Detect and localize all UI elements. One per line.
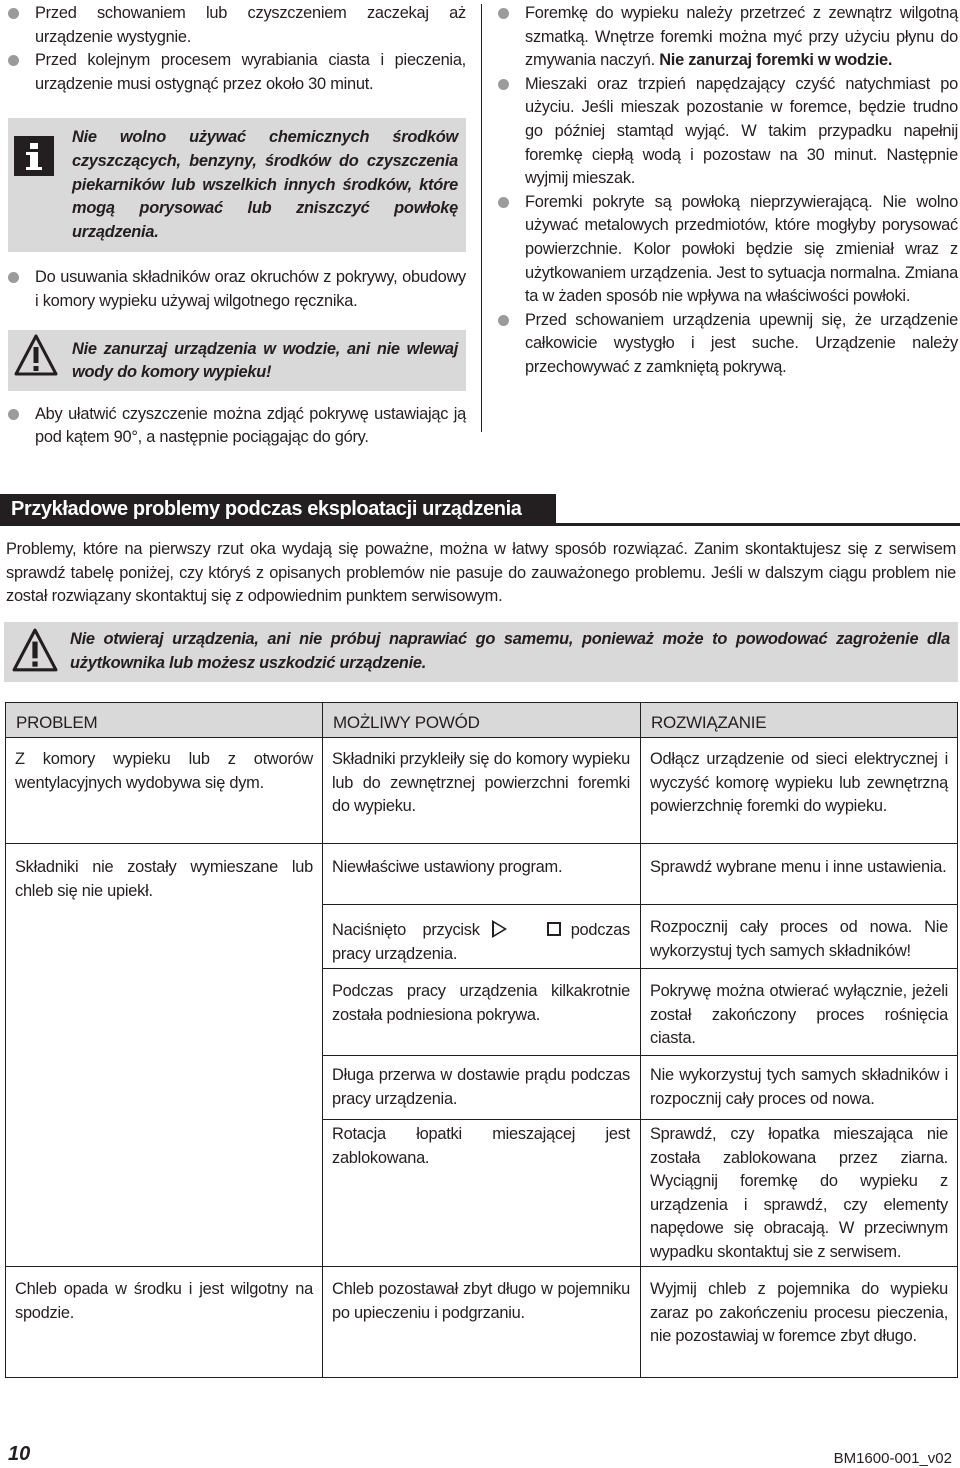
solution-cell: Nie wykorzystuj tych samych składników i rozpocznij cały proces od nowa.: [650, 1066, 948, 1108]
info-notice-text: Nie wolno używać chemicznych środków czyszczących, benzyny, środków do czyszczenia piekarników lub wszelkich innych środków, które mogą porysować lub zniszczyć powłokę urządzenia.: [72, 128, 458, 241]
warning-triangle-icon: [14, 334, 58, 386]
warning-notice: [8, 330, 466, 391]
solution-cell: Sprawdź wybrane menu i inne ustawienia.: [650, 858, 947, 876]
cause-cell: Rotacja łopatki mieszającej jest zablokowana.: [332, 1125, 630, 1167]
problem-cell: Składniki nie zostały wymieszane lub chleb się nie upiekł.: [15, 858, 313, 900]
table-border-right: [957, 702, 958, 1378]
cause-cell: Chleb pozostawał zbyt długo w pojemniku po upieczeniu i podgrzaniu.: [332, 1280, 630, 1322]
bullet-text: Foremkę do wypieku należy przetrzeć z zewnątrz wilgotną szmatką. Wnętrze foremki można myć przy użyciu płynu do zmywania naczyń.: [525, 4, 958, 70]
cause-cell: Składniki przykleiły się do komory wypieku lub do zewnętrznej powierzchni foremki do wypieku.: [332, 750, 630, 816]
bullet-item: Aby ułatwić czyszczenie można zdjąć pokrywę ustawiając ją pod kątem 90°, a następnie pociągając do góry.: [8, 403, 466, 450]
page-number: 10: [8, 1443, 31, 1465]
problem-cell: Chleb opada w środku i jest wilgotny na spodzie.: [15, 1280, 313, 1322]
solution-cell: Sprawdź, czy łopatka mieszająca nie została zablokowana przez ziarna. Wyciągnij foremkę do wypieku z urządzenia i sprawdź, czy elementy napędowe się obracają. W przeciwnym wypadku skontaktuj sie z serwisem.: [650, 1125, 948, 1261]
problem-cell: Z komory wypieku lub z otworów wentylacyjnych wydobywa się dym.: [15, 750, 313, 792]
bullet-item: Przed schowaniem urządzenia upewnij się, że urządzenie całkowicie wystygło i jest suche. Urządzenie należy przechowywać z zamkniętą pokrywą.: [498, 309, 958, 380]
table-header-row: [5, 702, 958, 738]
column-divider: [481, 4, 482, 432]
solution-cell: Odłącz urządzenie od sieci elektrycznej i wyczyść komorę wypieku lub zewnętrzną powierzchnię foremki do wypieku.: [650, 750, 948, 816]
table-border-bottom: [5, 1377, 958, 1378]
bullet-item: Przed schowaniem lub czyszczeniem zaczekaj aż urządzenie wystygnie.: [8, 2, 466, 49]
row-separator: [322, 1055, 958, 1056]
bullet-item: Do usuwania składników oraz okruchów z pokrywy, obudowy i komory wypieku używaj wilgotnego ręcznika.: [8, 266, 466, 313]
bullet-bold-text: Nie zanurzaj foremki w wodzie.: [659, 51, 893, 70]
cause-cell: Niewłaściwe ustawiony program.: [332, 858, 563, 876]
section-header: [0, 494, 960, 526]
service-warning: [4, 622, 958, 682]
section-title: Przykładowe problemy podczas eksploatacji urządzenia: [0, 494, 556, 524]
cause-cell: Podczas pracy urządzenia kilkakrotnie została podniesiona pokrywa.: [332, 982, 630, 1024]
solution-cell: Rozpocznij cały proces od nowa. Nie wykorzystuj tych samych składników!: [650, 918, 948, 960]
left-column: [8, 2, 466, 450]
stop-icon: [547, 922, 561, 936]
row-separator: [322, 1119, 958, 1120]
table-col-divider: [322, 702, 323, 1378]
row-separator: [322, 843, 958, 844]
warning-notice-text: Nie zanurzaj urządzenia w wodzie, ani nie wlewaj wody do komory wypieku!: [72, 339, 458, 382]
header-solution: ROZWIĄZANIE: [651, 713, 767, 732]
info-icon: [14, 136, 54, 184]
warning-triangle-icon: [12, 628, 58, 682]
row-separator: [322, 968, 958, 969]
cause-cell: [332, 919, 630, 966]
play-icon: [492, 920, 507, 938]
bullet-item: [498, 2, 958, 73]
bullet-item: Foremki pokryte są powłoką nieprzywierającą. Nie wolno używać metalowych przedmiotów, które mogłyby porysować powierzchnie. Kolor powłoki będzie się zmieniał wraz z użytkowaniem urządzenia. Jest to sytuacja normalna. Zmiana ta w żaden sposób nie wpływa na właściwości powłoki.: [498, 191, 958, 309]
cause-cell: Długa przerwa w dostawie prądu podczas pracy urządzenia.: [332, 1066, 630, 1108]
solution-cell: Pokrywę można otwierać wyłącznie, jeżeli został zakończony proces rośnięcia ciasta.: [650, 982, 948, 1048]
section-intro: Problemy, które na pierwszy rzut oka wydają się poważne, można w łatwy sposób rozwiązać. Zanim skontaktujesz się z serwisem sprawdź tabelę poniżej, czy któryś z opisanych problemów nie pasuje do zauważonego problemu. Jeśli w dalszym ciągu problem nie został rozwiązany skontaktuj się z odpowiednim punktem serwisowym.: [6, 540, 956, 606]
row-separator: [322, 904, 958, 905]
service-warning-text: Nie otwieraj urządzenia, ani nie próbuj naprawiać go samemu, ponieważ może to powodować zagrożenie dla użytkownika lub możesz uszkodzić urządzenie.: [70, 630, 950, 672]
cause-text: Naciśnięto przycisk: [332, 921, 480, 939]
header-cause: MOŻLIWY POWÓD: [333, 713, 480, 732]
table-border-left: [5, 702, 6, 1378]
solution-cell: Wyjmij chleb z pojemnika do wypieku zaraz po zakończeniu procesu pieczenia, nie pozostawiaj w foremce zbyt długo.: [650, 1280, 948, 1346]
bullet-item: Mieszaki oraz trzpień napędzający czyść natychmiast po użyciu. Jeśli mieszak pozostanie w foremce, będzie trudno go później stamtąd wyjąć. W takim przypadku napełnij foremkę ciepłą wodą i pozostaw na 30 minut. Następnie wyjmij mieszak.: [498, 73, 958, 191]
header-problem: PROBLEM: [16, 713, 98, 732]
bullet-item: Przed kolejnym procesem wyrabiania ciasta i pieczenia, urządzenie musi ostygnąć przez około 30 minut.: [8, 49, 466, 96]
row-separator: [5, 843, 322, 844]
row-separator: [322, 1266, 958, 1267]
cause-text: podczas pracy urządzenia.: [332, 921, 630, 963]
row-separator: [5, 1266, 322, 1267]
info-notice: [8, 118, 466, 252]
right-column: [498, 2, 958, 380]
document-code: BM1600-001_v02: [833, 1450, 952, 1467]
table-col-divider: [640, 702, 641, 1378]
